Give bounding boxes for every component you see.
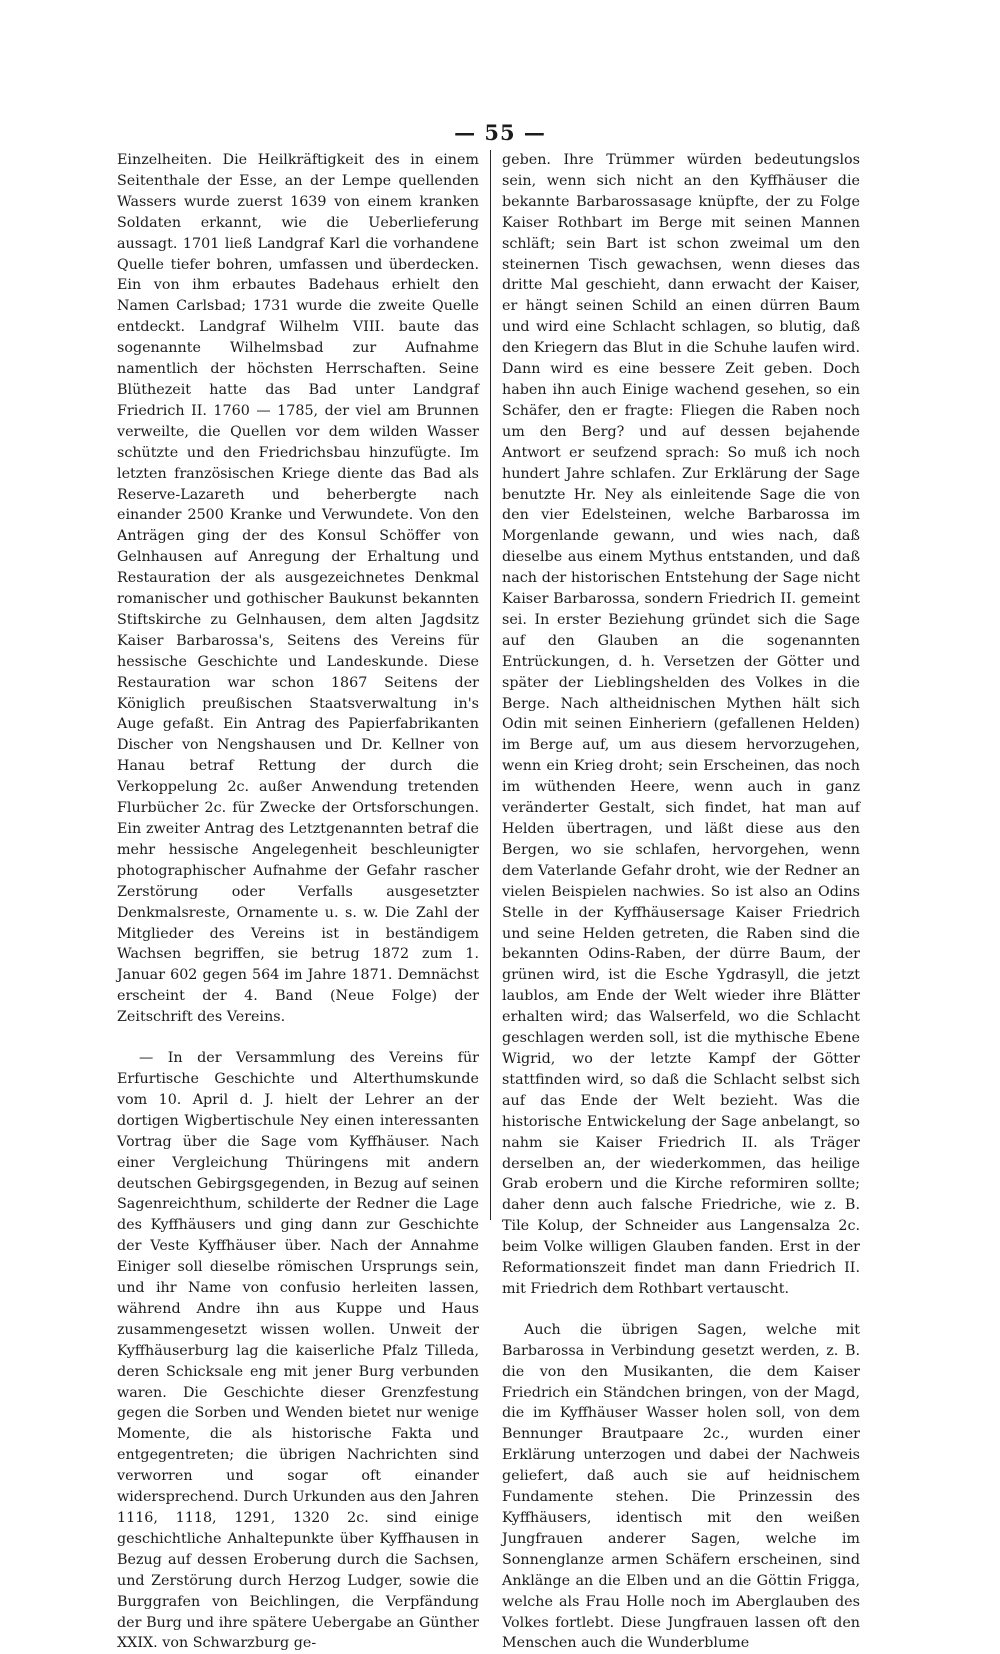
- page-number: — 55 —: [454, 120, 546, 145]
- paragraph-erfurt-society-report: — In der Versammlung des Vereins für Erfurtische Geschichte und Alterthumskunde vom 10. April d. J. hielt der Lehrer an der dortigen Wigbertischule Ney einen interessanten Vortrag über die Sage vom Kyffhäuser. Nach einer Vergleichung Thüringens mit andern deutschen Gebirgsgegenden, in Bezug auf seinen Sagenreichthum, schilderte der Redner die Lage des Kyffhäusers und ging dann zur Geschichte der Veste Kyffhäuser über. Nach der Annahme Einiger soll dieselbe römischen Ursprungs sein, und ihr Name von confusio herleiten lassen, während Andre ihn aus Kuppe und Haus zusammengesetzt wissen wollen. Unweit der Kyffhäuserburg lag die kaiserliche Pfalz Tilleda, deren Schicksale eng mit jener Burg verbunden waren. Die Geschichte dieser Grenzfestung gegen die Sorben und Wenden bietet nur wenige Momente, die als historische Fakta und entgegentreten; die übrigen Nachrichten sind verworren und sogar oft einander widersprechend. Durch Urkunden aus den Jahren 1116, 1118, 1291, 1320 2c. sind einige geschichtliche Anhaltepunkte über Kyffhausen in Bezug auf dessen Eroberung durch die Sachsen, und Zerstörung durch Herzog Ludger, sowie die Burggrafen von Beichlingen, die Verpfändung der Burg und ihre spätere Uebergabe an Günther XXIX. von Schwarzburg ge-: [117, 1050, 479, 1652]
- paragraph-barbarossa-legend: geben. Ihre Trümmer würden bedeutungslos sein, wenn sich nicht an den Kyffhäuser die bekannte Barbarossasage knüpfte, der zu Folge Kaiser Rothbart im Berge mit seinen Mannen schläft; sein Bart ist schon zweimal um den steinernen Tisch gewachsen, wenn dieses das dritte Mal geschieht, dann erwacht der Kaiser, er hängt seinen Schild an einen dürren Baum und wird eine Schlacht schlagen, so blutig, daß den Kriegern das Blut in die Schuhe laufen wird. Dann wird es eine bessere Zeit geben. Doch haben ihn auch Einige wachend gesehen, so ein Schäfer, den er fragte: Fliegen die Raben noch um den Berg? und auf dessen bejahende Antwort er seufzend sprach: So muß ich noch hundert Jahre schlafen. Zur Erklärung der Sage benutzte Hr. Ney als einleitende Sage die von den vier Edelsteinen, welche Barbarossa im Morgenlande gewann, und wies nach, daß dieselbe aus einem Mythus entstanden, und daß nach der historischen Entstehung der Sage nicht Kaiser Barbarossa, sondern Friedrich II. gemeint sei. In erster Beziehung gründet sich die Sage auf den Glauben an die sogenannten Entrückungen, d. h. Versetzen der Götter und später der Lieblingshelden des Volkes in die Berge. Nach altheidnischen Mythen hält sich Odin mit seinen Einheriern (gefallenen Helden) im Berge auf, um aus diesem hervorzugehen, wenn ein Krieg droht; sein Erscheinen, das noch im wüthenden Heere, wenn auch in ganz veränderter Gestalt, sich findet, hat man auf Helden übertragen, und läßt diese aus den Bergen, wo sie schlafen, hervorgehen, wenn dem Vaterlande Gefahr droht, wie der Redner an vielen Beispielen nachwies. So ist also an Odins Stelle in der Kyffhäusersage Kaiser Friedrich und seine Helden getreten, die Raben sind die bekannten Odins-Raben, der dürre Baum, der grünen wird, ist die Esche Ygdrasyll, die jetzt laublos, am Ende der Welt wieder ihre Blätter erhalten wird; das Walserfeld, wo die Schlacht geschlagen werden soll, ist die mythische Ebene Wigrid, wo der letzte Kampf der Götter stattfinden wird, so daß die Schlacht selbst sich auf das Ende der Welt bezieht. Was die historische Entwickelung der Sage anbelangt, so nahm sie Kaiser Friedrich II. als Träger derselben an, der wiederkommen, das heilige Grab erobern und die Kirche reformiren sollte; daher denn auch falsche Friedriche, wie z. B. Tile Kolup, der Schneider aus Langensalza 2c. beim Volke willigen Glauben fanden. Erst in der Reformationszeit findet man dann Friedrich II. mit Friedrich dem Rothbart vertauscht.: [502, 152, 860, 1297]
- left-column: [117, 150, 479, 1654]
- right-column: [502, 150, 860, 1654]
- paragraph-bad-history: Einzelheiten. Die Heilkräftigkeit des in einem Seitenthale der Esse, an der Lempe quellenden Wassers wurde zuerst 1639 von einem kranken Soldaten erkannt, wie die Ueberlieferung aussagt. 1701 ließ Landgraf Karl die vorhandene Quelle tiefer bohren, umfassen und überdecken. Ein von ihm erbautes Badehaus erhielt den Namen Carlsbad; 1731 wurde die zweite Quelle entdeckt. Landgraf Wilhelm VIII. baute das sogenannte Wilhelmsbad zur Aufnahme namentlich der höchsten Herrschaften. Seine Blüthezeit hatte das Bad unter Landgraf Friedrich II. 1760 — 1785, der viel am Brunnen verweilte, die Quellen vor dem wilden Wasser schützte und den Friedrichsbau hinzufügte. Im letzten französischen Kriege diente das Bad als Reserve-Lazareth und beherbergte nach einander 2500 Kranke und Verwundete. Von den Anträgen ging der des Konsul Schöffer von Gelnhausen auf Anregung der Erhaltung und Restauration der als ausgezeichnetes Denkmal romanischer und gothischer Baukunst bekannten Stiftskirche zu Gelnhausen, dem alten Jagdsitz Kaiser Barbarossa's, Seitens des Vereins für hessische Geschichte und Landeskunde. Diese Restauration war schon 1867 Seitens der Königlich preußischen Staatsverwaltung in's Auge gefaßt. Ein Antrag des Papierfabrikanten Discher von Nengshausen und Dr. Kellner von Hanau betraf Rettung der durch die Verkoppelung 2c. außer Anwendung tretenden Flurbücher 2c. für Zwecke der Ortsforschungen. Ein zweiter Antrag des Letztgenannten betraf die mehr hessische Angelegenheit beschleunigter photographischer Aufnahme der Gefahr rascher Zerstörung oder Verfalls ausgesetzter Denkmalsreste, Ornamente u. s. w. Die Zahl der Mitglieder des Vereins ist in beständigem Wachsen begriffen, sie betrug 1872 zum 1. Januar 602 gegen 564 im Jahre 1871. Demnächst erscheint der 4. Band (Neue Folge) der Zeitschrift des Vereins.: [117, 152, 479, 1026]
- paragraph-other-legends: Auch die übrigen Sagen, welche mit Barbarossa in Verbindung gesetzt werden, z. B. die von den Musikanten, die dem Kaiser Friedrich ein Ständchen bringen, von der Magd, die im Kyffhäuser Wasser holen soll, von dem Bennunger Brautpaare 2c., wurden einer Erklärung unterzogen und dabei der Nachweis geliefert, daß auch sie auf heidnischem Fundamente stehen. Die Prinzessin des Kyffhäusers, identisch mit den weißen Jungfrauen anderer Sagen, welche im Sonnenglanze armen Schäfern erscheinen, sind Anklänge an die Elben und an die Göttin Frigga, welche als Frau Holle noch im Aberglauben des Volkes fortlebt. Diese Jungfrauen lassen oft den Menschen auch die Wunderblume: [502, 1321, 860, 1652]
- column-divider: [490, 150, 491, 1220]
